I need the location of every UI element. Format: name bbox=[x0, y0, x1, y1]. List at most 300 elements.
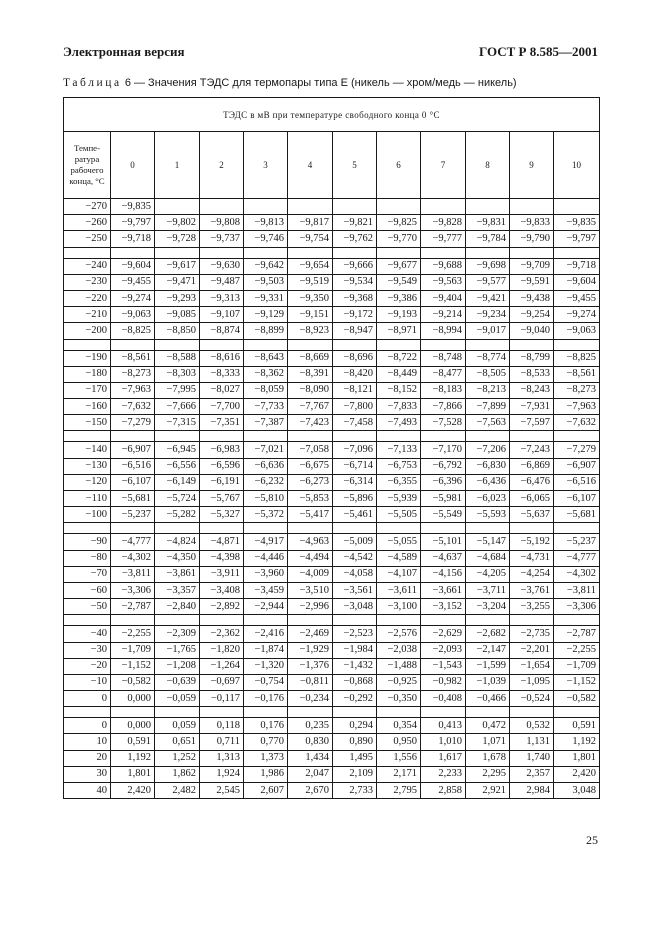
table-row bbox=[64, 566, 600, 582]
emf-value-cell: −8,588 bbox=[155, 350, 200, 366]
emf-value-cell: −9,107 bbox=[200, 307, 244, 323]
emf-value-cell: −1,820 bbox=[200, 642, 244, 658]
separator-cell bbox=[64, 339, 111, 350]
emf-value-cell: −9,802 bbox=[155, 215, 200, 231]
emf-value-cell: −5,593 bbox=[466, 507, 510, 523]
separator-cell bbox=[510, 247, 554, 258]
temperature-cell: −270 bbox=[64, 199, 111, 215]
emf-value-cell: −3,960 bbox=[244, 566, 288, 582]
emf-value-cell: −4,871 bbox=[200, 534, 244, 550]
separator-cell bbox=[510, 431, 554, 442]
emf-value-cell: −3,100 bbox=[377, 599, 421, 615]
stub-header: Темпе-ратура рабочего конца, °С bbox=[64, 132, 111, 199]
separator-cell bbox=[333, 615, 377, 626]
emf-value-cell: −9,784 bbox=[466, 231, 510, 247]
emf-value-cell: −9,471 bbox=[155, 274, 200, 290]
emf-value-cell: −9,831 bbox=[466, 215, 510, 231]
emf-value-cell: −6,023 bbox=[466, 491, 510, 507]
emf-value-cell: −3,048 bbox=[333, 599, 377, 615]
emf-value-cell: −8,971 bbox=[377, 323, 421, 339]
table-row bbox=[64, 642, 600, 658]
emf-value-cell: −3,711 bbox=[466, 582, 510, 598]
emf-value-cell: −6,273 bbox=[288, 474, 333, 490]
separator-cell bbox=[466, 523, 510, 534]
emf-value-cell: −9,254 bbox=[510, 307, 554, 323]
emf-value-cell: −0,582 bbox=[554, 691, 600, 707]
emf-value-cell bbox=[244, 199, 288, 215]
emf-value-cell: −4,205 bbox=[466, 566, 510, 582]
separator-cell bbox=[155, 339, 200, 350]
emf-value-cell: −0,466 bbox=[466, 691, 510, 707]
separator-cell bbox=[111, 707, 155, 718]
emf-value-cell: −8,722 bbox=[377, 350, 421, 366]
emf-value-cell: −6,355 bbox=[377, 474, 421, 490]
emf-value-cell: 2,171 bbox=[377, 766, 421, 782]
separator-cell bbox=[200, 339, 244, 350]
emf-value-cell: −9,455 bbox=[554, 290, 600, 306]
emf-value-cell: −5,009 bbox=[333, 534, 377, 550]
emf-value-cell: 2,047 bbox=[288, 766, 333, 782]
emf-value-cell: −8,243 bbox=[510, 382, 554, 398]
emf-value-cell: −4,542 bbox=[333, 550, 377, 566]
separator-cell bbox=[333, 247, 377, 258]
emf-value-cell: −9,404 bbox=[421, 290, 466, 306]
emf-value-cell bbox=[421, 199, 466, 215]
emf-value-cell: −9,563 bbox=[421, 274, 466, 290]
emf-value-cell: −5,853 bbox=[288, 491, 333, 507]
separator-cell bbox=[200, 523, 244, 534]
emf-value-cell: −7,800 bbox=[333, 399, 377, 415]
emf-value-cell: −6,907 bbox=[111, 442, 155, 458]
emf-value-cell: −3,661 bbox=[421, 582, 466, 598]
separator-cell bbox=[377, 523, 421, 534]
emf-value-cell: 1,556 bbox=[377, 750, 421, 766]
table-caption bbox=[63, 77, 517, 89]
emf-value-cell: −8,923 bbox=[288, 323, 333, 339]
separator-cell bbox=[64, 707, 111, 718]
emf-value-cell: −9,777 bbox=[421, 231, 466, 247]
emf-value-cell: −8,213 bbox=[466, 382, 510, 398]
separator-cell bbox=[288, 431, 333, 442]
emf-value-cell: 1,071 bbox=[466, 734, 510, 750]
emf-value-cell: −7,563 bbox=[466, 415, 510, 431]
emf-value-cell: −9,770 bbox=[377, 231, 421, 247]
emf-value-cell: 1,131 bbox=[510, 734, 554, 750]
emf-value-cell: −9,591 bbox=[510, 274, 554, 290]
emf-value-cell: −0,117 bbox=[200, 691, 244, 707]
emf-value-cell: 1,801 bbox=[554, 750, 600, 766]
temperature-cell: −100 bbox=[64, 507, 111, 523]
emf-value-cell: −6,314 bbox=[333, 474, 377, 490]
emf-value-cell: −2,892 bbox=[200, 599, 244, 615]
emf-value-cell: 2,482 bbox=[155, 783, 200, 799]
separator-cell bbox=[64, 523, 111, 534]
emf-value-cell: 0,413 bbox=[421, 718, 466, 734]
emf-value-cell: −6,191 bbox=[200, 474, 244, 490]
temperature-cell: −140 bbox=[64, 442, 111, 458]
emf-value-cell: −7,700 bbox=[200, 399, 244, 415]
emf-value-cell: 0,651 bbox=[155, 734, 200, 750]
temperature-cell: −120 bbox=[64, 474, 111, 490]
emf-value-cell: 1,192 bbox=[111, 750, 155, 766]
emf-value-cell: −5,327 bbox=[200, 507, 244, 523]
emf-value-cell: −7,995 bbox=[155, 382, 200, 398]
separator-cell bbox=[510, 707, 554, 718]
emf-value-cell: 2,670 bbox=[288, 783, 333, 799]
emf-value-cell: −7,632 bbox=[111, 399, 155, 415]
emf-value-cell: −0,059 bbox=[155, 691, 200, 707]
emf-value-cell bbox=[554, 199, 600, 215]
emf-value-cell: −9,630 bbox=[200, 258, 244, 274]
emf-value-cell: −6,232 bbox=[244, 474, 288, 490]
emf-value-cell: −2,362 bbox=[200, 626, 244, 642]
emf-value-cell: −3,408 bbox=[200, 582, 244, 598]
emf-value-cell: −9,677 bbox=[377, 258, 421, 274]
emf-value-cell: −4,254 bbox=[510, 566, 554, 582]
header-edition-label: Электронная версия bbox=[63, 44, 185, 59]
emf-value-cell: −9,085 bbox=[155, 307, 200, 323]
emf-value-cell: −2,255 bbox=[554, 642, 600, 658]
temperature-cell: −80 bbox=[64, 550, 111, 566]
separator-cell bbox=[554, 615, 600, 626]
emf-value-cell: −2,093 bbox=[421, 642, 466, 658]
separator-cell bbox=[466, 615, 510, 626]
temperature-cell: −200 bbox=[64, 323, 111, 339]
emf-value-cell: −6,983 bbox=[200, 442, 244, 458]
emf-value-cell: −5,237 bbox=[111, 507, 155, 523]
separator-cell bbox=[244, 247, 288, 258]
emf-value-cell: −0,982 bbox=[421, 674, 466, 690]
emf-value-cell bbox=[155, 199, 200, 215]
separator-cell bbox=[244, 707, 288, 718]
emf-value-cell: 0,890 bbox=[333, 734, 377, 750]
emf-value-cell: −7,733 bbox=[244, 399, 288, 415]
emf-value-cell: −3,152 bbox=[421, 599, 466, 615]
emf-value-cell: −9,274 bbox=[554, 307, 600, 323]
emf-value-cell: −2,682 bbox=[466, 626, 510, 642]
temperature-cell: −30 bbox=[64, 642, 111, 658]
emf-value-cell: −9,421 bbox=[466, 290, 510, 306]
temperature-cell: 0 bbox=[64, 718, 111, 734]
emf-value-cell bbox=[288, 199, 333, 215]
emf-value-cell: −6,753 bbox=[377, 458, 421, 474]
emf-value-cell: −7,096 bbox=[333, 442, 377, 458]
emf-value-cell: −9,549 bbox=[377, 274, 421, 290]
table-body bbox=[64, 199, 600, 799]
page-number: 25 bbox=[586, 833, 598, 847]
emf-value-cell: −6,476 bbox=[510, 474, 554, 490]
emf-value-cell: −9,151 bbox=[288, 307, 333, 323]
emf-value-cell: −7,632 bbox=[554, 415, 600, 431]
table-row bbox=[64, 258, 600, 274]
emf-value-cell bbox=[510, 199, 554, 215]
emf-value-cell: −5,681 bbox=[554, 507, 600, 523]
emf-value-cell: −0,754 bbox=[244, 674, 288, 690]
emf-value-cell: −9,718 bbox=[111, 231, 155, 247]
header-standard-code: ГОСТ Р 8.585—2001 bbox=[479, 44, 598, 59]
emf-value-cell: −9,797 bbox=[554, 231, 600, 247]
column-header: 4 bbox=[288, 132, 333, 199]
separator-cell bbox=[244, 523, 288, 534]
emf-value-cell: −9,234 bbox=[466, 307, 510, 323]
emf-value-cell: −4,494 bbox=[288, 550, 333, 566]
emf-value-cell: 0,711 bbox=[200, 734, 244, 750]
group-separator-row bbox=[64, 523, 600, 534]
temperature-cell: −170 bbox=[64, 382, 111, 398]
emf-value-cell bbox=[377, 199, 421, 215]
emf-value-cell: −9,604 bbox=[111, 258, 155, 274]
emf-value-cell: −8,505 bbox=[466, 366, 510, 382]
emf-value-cell: −1,765 bbox=[155, 642, 200, 658]
emf-value-cell: −4,302 bbox=[554, 566, 600, 582]
emf-value-cell: 0,591 bbox=[554, 718, 600, 734]
emf-value-cell: −7,963 bbox=[554, 399, 600, 415]
separator-cell bbox=[377, 615, 421, 626]
emf-value-cell: −9,455 bbox=[111, 274, 155, 290]
emf-value-cell: −6,516 bbox=[554, 474, 600, 490]
temperature-cell: 0 bbox=[64, 691, 111, 707]
emf-value-cell: −8,121 bbox=[333, 382, 377, 398]
separator-cell bbox=[377, 431, 421, 442]
table-row bbox=[64, 507, 600, 523]
temperature-cell: −230 bbox=[64, 274, 111, 290]
emf-value-cell: −9,503 bbox=[244, 274, 288, 290]
emf-value-cell: 0,770 bbox=[244, 734, 288, 750]
emf-value-cell: 1,862 bbox=[155, 766, 200, 782]
emf-value-cell: −5,939 bbox=[377, 491, 421, 507]
temperature-cell: −110 bbox=[64, 491, 111, 507]
table-row bbox=[64, 274, 600, 290]
emf-value-cell: −9,737 bbox=[200, 231, 244, 247]
emf-value-cell: −6,556 bbox=[155, 458, 200, 474]
emf-value-cell: −9,797 bbox=[111, 215, 155, 231]
emf-value-cell: −4,777 bbox=[111, 534, 155, 550]
emf-value-cell: 2,357 bbox=[510, 766, 554, 782]
temperature-cell: −260 bbox=[64, 215, 111, 231]
emf-value-cell: −4,156 bbox=[421, 566, 466, 582]
table-row bbox=[64, 323, 600, 339]
emf-value-cell: −0,639 bbox=[155, 674, 200, 690]
separator-cell bbox=[200, 707, 244, 718]
temperature-cell: −10 bbox=[64, 674, 111, 690]
table-row bbox=[64, 458, 600, 474]
emf-value-cell: −2,996 bbox=[288, 599, 333, 615]
emf-value-cell: −1,543 bbox=[421, 658, 466, 674]
emf-value-cell: −9,821 bbox=[333, 215, 377, 231]
emf-value-cell: −1,654 bbox=[510, 658, 554, 674]
emf-value-cell: −8,825 bbox=[554, 350, 600, 366]
temperature-cell: −90 bbox=[64, 534, 111, 550]
emf-value-cell: −7,243 bbox=[510, 442, 554, 458]
emf-value-cell: −7,597 bbox=[510, 415, 554, 431]
separator-cell bbox=[288, 523, 333, 534]
separator-cell bbox=[288, 707, 333, 718]
table-row bbox=[64, 599, 600, 615]
emf-value-cell: −3,811 bbox=[111, 566, 155, 582]
emf-value-cell: −7,866 bbox=[421, 399, 466, 415]
separator-cell bbox=[200, 247, 244, 258]
emf-value-cell: −6,596 bbox=[200, 458, 244, 474]
emf-value-cell: −2,038 bbox=[377, 642, 421, 658]
table-row bbox=[64, 783, 600, 799]
table-row bbox=[64, 534, 600, 550]
emf-value-cell: −7,931 bbox=[510, 399, 554, 415]
emf-value-cell: −8,825 bbox=[111, 323, 155, 339]
emf-value-cell: −4,684 bbox=[466, 550, 510, 566]
emf-value-cell: −2,523 bbox=[333, 626, 377, 642]
emf-value-cell: −8,273 bbox=[111, 366, 155, 382]
emf-value-cell: −9,534 bbox=[333, 274, 377, 290]
table-row bbox=[64, 550, 600, 566]
emf-value-cell: −7,315 bbox=[155, 415, 200, 431]
table-row bbox=[64, 491, 600, 507]
emf-value-cell: 1,740 bbox=[510, 750, 554, 766]
separator-cell bbox=[155, 523, 200, 534]
emf-value-cell: −4,824 bbox=[155, 534, 200, 550]
emf-value-cell: −1,152 bbox=[554, 674, 600, 690]
emf-value-cell: −1,709 bbox=[554, 658, 600, 674]
emf-value-cell: −9,129 bbox=[244, 307, 288, 323]
emf-value-cell: −9,688 bbox=[421, 258, 466, 274]
emf-value-cell: −1,874 bbox=[244, 642, 288, 658]
emf-value-cell: −6,792 bbox=[421, 458, 466, 474]
separator-cell bbox=[377, 707, 421, 718]
emf-value-cell: −5,461 bbox=[333, 507, 377, 523]
separator-cell bbox=[377, 339, 421, 350]
emf-value-cell: −0,697 bbox=[200, 674, 244, 690]
emf-value-cell: −2,787 bbox=[111, 599, 155, 615]
emf-value-cell: −5,505 bbox=[377, 507, 421, 523]
column-header: 10 bbox=[554, 132, 600, 199]
emf-value-cell: −2,255 bbox=[111, 626, 155, 642]
emf-value-cell bbox=[466, 199, 510, 215]
temperature-cell: −40 bbox=[64, 626, 111, 642]
separator-cell bbox=[554, 523, 600, 534]
table-top-header: ТЭДС в мВ при температуре свободного конца 0 °С bbox=[64, 98, 600, 132]
emf-value-cell: −9,817 bbox=[288, 215, 333, 231]
emf-value-cell: −9,790 bbox=[510, 231, 554, 247]
emf-value-cell: −4,107 bbox=[377, 566, 421, 582]
emf-value-cell: 1,313 bbox=[200, 750, 244, 766]
temperature-cell: −220 bbox=[64, 290, 111, 306]
emf-value-cell: −2,309 bbox=[155, 626, 200, 642]
emf-value-cell: −9,835 bbox=[554, 215, 600, 231]
temperature-cell: 40 bbox=[64, 783, 111, 799]
emf-value-cell bbox=[200, 199, 244, 215]
emf-value-cell: 2,295 bbox=[466, 766, 510, 782]
emf-value-cell: 0,000 bbox=[111, 718, 155, 734]
table-row bbox=[64, 766, 600, 782]
table-row bbox=[64, 307, 600, 323]
emf-value-cell: −8,874 bbox=[200, 323, 244, 339]
emf-value-cell: −3,306 bbox=[111, 582, 155, 598]
temperature-cell: 30 bbox=[64, 766, 111, 782]
emf-value-cell: −5,724 bbox=[155, 491, 200, 507]
table-row bbox=[64, 442, 600, 458]
table-row bbox=[64, 582, 600, 598]
emf-value-cell: −6,714 bbox=[333, 458, 377, 474]
emf-value-cell: −3,255 bbox=[510, 599, 554, 615]
emf-value-cell: −9,617 bbox=[155, 258, 200, 274]
emf-value-cell: 3,048 bbox=[554, 783, 600, 799]
emf-value-cell: −1,039 bbox=[466, 674, 510, 690]
temperature-cell: −20 bbox=[64, 658, 111, 674]
emf-value-cell: −5,767 bbox=[200, 491, 244, 507]
emf-value-cell: −6,107 bbox=[111, 474, 155, 490]
emf-value-cell: 1,192 bbox=[554, 734, 600, 750]
emf-value-cell: 0,059 bbox=[155, 718, 200, 734]
temperature-cell: 20 bbox=[64, 750, 111, 766]
separator-cell bbox=[111, 247, 155, 258]
emf-value-cell: −8,183 bbox=[421, 382, 466, 398]
emf-value-cell: −9,654 bbox=[288, 258, 333, 274]
emf-value-cell: −7,133 bbox=[377, 442, 421, 458]
emf-value-cell: −6,436 bbox=[466, 474, 510, 490]
separator-cell bbox=[111, 615, 155, 626]
emf-value-cell: −7,279 bbox=[554, 442, 600, 458]
separator-cell bbox=[554, 247, 600, 258]
emf-value-cell: −4,917 bbox=[244, 534, 288, 550]
temperature-cell: −190 bbox=[64, 350, 111, 366]
emf-value-cell: −9,063 bbox=[111, 307, 155, 323]
emf-value-cell: −9,193 bbox=[377, 307, 421, 323]
temperature-cell: 10 bbox=[64, 734, 111, 750]
separator-cell bbox=[466, 339, 510, 350]
emf-value-cell: −3,911 bbox=[200, 566, 244, 582]
emf-value-cell: −1,984 bbox=[333, 642, 377, 658]
emf-value-cell: −1,599 bbox=[466, 658, 510, 674]
emf-value-cell: −9,293 bbox=[155, 290, 200, 306]
column-header: 8 bbox=[466, 132, 510, 199]
separator-cell bbox=[554, 431, 600, 442]
separator-cell bbox=[421, 523, 466, 534]
emf-value-cell: −2,735 bbox=[510, 626, 554, 642]
emf-value-cell: −6,675 bbox=[288, 458, 333, 474]
emf-value-cell: −0,234 bbox=[288, 691, 333, 707]
emf-value-cell: −7,458 bbox=[333, 415, 377, 431]
emf-value-cell: −8,947 bbox=[333, 323, 377, 339]
emf-value-cell: −2,944 bbox=[244, 599, 288, 615]
emf-value-cell: −9,828 bbox=[421, 215, 466, 231]
emf-value-cell: −8,561 bbox=[554, 366, 600, 382]
group-separator-row bbox=[64, 707, 600, 718]
emf-value-cell: −5,237 bbox=[554, 534, 600, 550]
emf-value-cell: 1,801 bbox=[111, 766, 155, 782]
emf-value-cell: −5,372 bbox=[244, 507, 288, 523]
group-separator-row bbox=[64, 247, 600, 258]
emf-value-cell: −8,333 bbox=[200, 366, 244, 382]
emf-value-cell bbox=[333, 199, 377, 215]
emf-value-cell: 0,354 bbox=[377, 718, 421, 734]
emf-value-cell: −0,524 bbox=[510, 691, 554, 707]
emf-value-cell: 1,495 bbox=[333, 750, 377, 766]
separator-cell bbox=[111, 431, 155, 442]
emf-value-cell: −4,058 bbox=[333, 566, 377, 582]
emf-value-cell: −9,698 bbox=[466, 258, 510, 274]
emf-value-cell: −9,331 bbox=[244, 290, 288, 306]
emf-value-cell: 2,109 bbox=[333, 766, 377, 782]
separator-cell bbox=[421, 431, 466, 442]
emf-value-cell: −3,357 bbox=[155, 582, 200, 598]
emf-value-cell: −9,274 bbox=[111, 290, 155, 306]
emf-value-cell: −8,027 bbox=[200, 382, 244, 398]
column-header: 6 bbox=[377, 132, 421, 199]
emf-value-cell: 1,252 bbox=[155, 750, 200, 766]
emf-value-cell: −9,642 bbox=[244, 258, 288, 274]
emf-value-cell: −9,835 bbox=[111, 199, 155, 215]
separator-cell bbox=[244, 431, 288, 442]
emf-value-cell: −6,065 bbox=[510, 491, 554, 507]
